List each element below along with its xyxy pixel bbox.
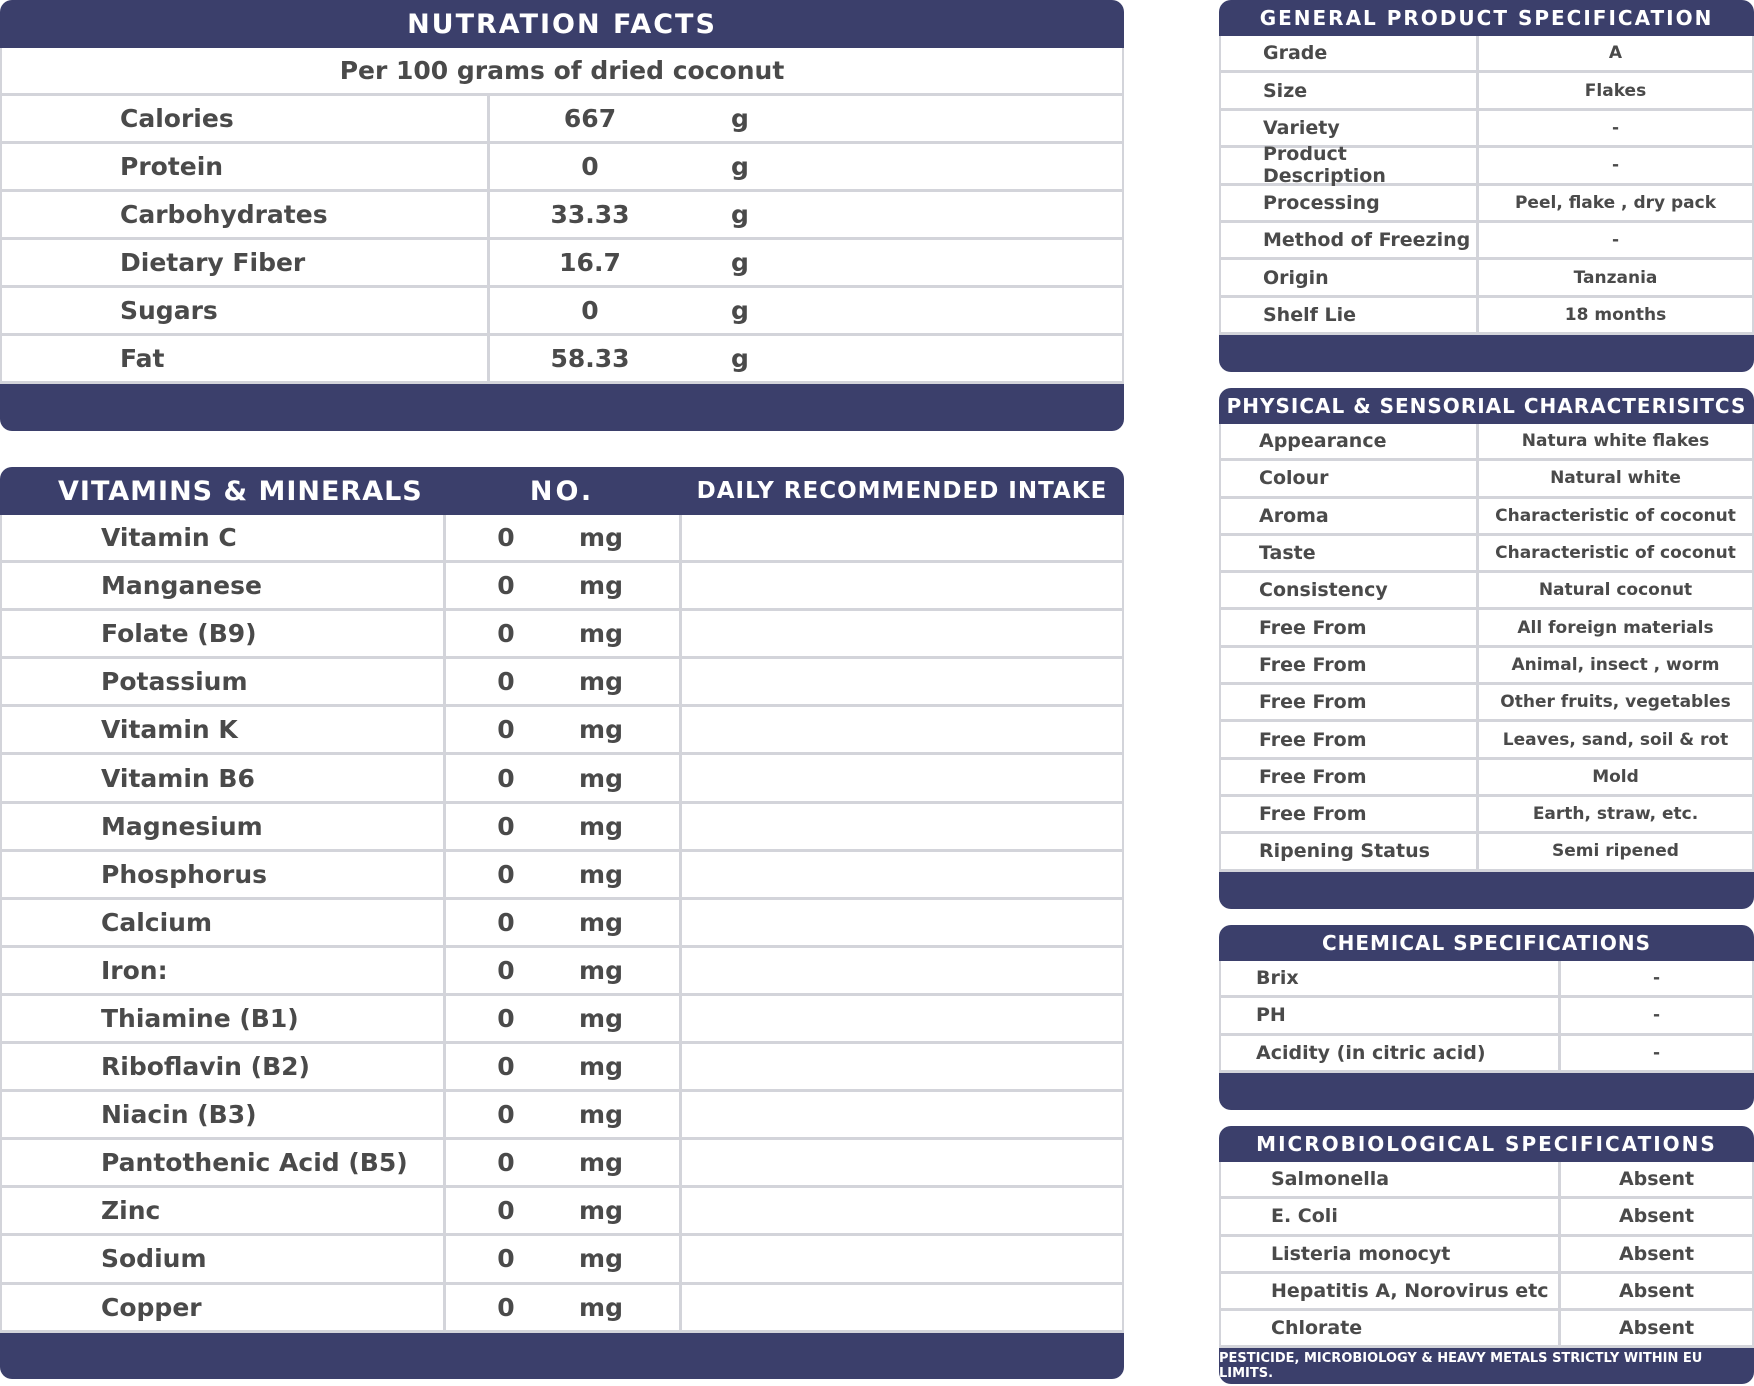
vitamin-name: Sodium <box>2 1236 446 1281</box>
micro-spec-label: Listeria monocyt <box>1221 1237 1561 1271</box>
chemical-spec-value: - <box>1652 1042 1661 1063</box>
nutrition-row <box>2 192 1122 240</box>
vitamin-row <box>2 563 1122 611</box>
micro-spec-value: Absent <box>1618 1168 1695 1191</box>
nutrient-unit: g <box>731 248 749 277</box>
physical-spec-value: Natura white flakes <box>1521 431 1710 452</box>
vitamin-row <box>2 755 1122 803</box>
vitamin-amount <box>446 1285 682 1330</box>
vitamin-value: 0 <box>497 571 515 601</box>
vitamin-amount <box>446 1236 682 1281</box>
general-spec-row <box>1221 223 1752 260</box>
micro-spec-panel <box>1219 1126 1754 1384</box>
physical-spec-row <box>1221 834 1752 871</box>
general-spec-value: Peel, flake , dry pack <box>1514 192 1717 213</box>
nutrition-row <box>2 144 1122 192</box>
vitamin-name: Potassium <box>2 659 446 704</box>
vitamin-amount <box>446 804 682 849</box>
general-spec-label: Variety <box>1221 111 1479 145</box>
physical-spec-label: Appearance <box>1221 424 1479 458</box>
vitamin-unit: mg <box>579 907 623 937</box>
vitamin-value: 0 <box>497 811 515 841</box>
vitamin-intake <box>682 1092 1122 1137</box>
vitamin-amount <box>446 1188 682 1233</box>
chemical-footer-bar <box>1219 1073 1754 1110</box>
physical-spec-value: Characteristic of coconut <box>1495 505 1736 526</box>
physical-spec-row <box>1221 573 1752 610</box>
vitamin-row <box>2 1236 1122 1284</box>
vitamin-name: Vitamin K <box>2 707 446 752</box>
vitamin-amount <box>446 852 682 897</box>
general-spec-row <box>1221 73 1752 110</box>
vitamin-intake <box>682 1044 1122 1089</box>
general-spec-value: A <box>1608 43 1623 64</box>
vitamin-name: Vitamin B6 <box>2 755 446 800</box>
vitamin-intake <box>682 1188 1122 1233</box>
vitamin-amount <box>446 563 682 608</box>
vitamins-minerals-panel <box>0 467 1124 1379</box>
vitamin-unit: mg <box>579 1244 623 1274</box>
vitamin-intake <box>682 755 1122 800</box>
general-spec-row <box>1221 143 1752 188</box>
general-spec-row <box>1221 36 1752 73</box>
nutrient-name: Protein <box>2 144 490 189</box>
vitamin-value: 0 <box>497 955 515 985</box>
vitamin-unit: mg <box>579 1292 623 1322</box>
vitamin-unit: mg <box>579 955 623 985</box>
vitamin-amount <box>446 996 682 1041</box>
vitamin-unit: mg <box>579 667 623 697</box>
micro-spec-row <box>1221 1274 1752 1311</box>
general-spec-value: Tanzania <box>1573 267 1658 288</box>
general-spec-value: - <box>1611 117 1620 138</box>
nutrient-unit: g <box>731 344 749 373</box>
nutrition-row <box>2 240 1122 288</box>
physical-spec-value: Natural coconut <box>1538 580 1693 601</box>
nutrient-unit: g <box>731 152 749 181</box>
nutrient-name: Carbohydrates <box>2 192 490 237</box>
vitamin-intake <box>682 1285 1122 1330</box>
vitamin-intake <box>682 900 1122 945</box>
vitamin-value: 0 <box>497 907 515 937</box>
physical-spec-row <box>1221 610 1752 647</box>
vitamin-amount <box>446 900 682 945</box>
physical-spec-label: Free From <box>1221 797 1479 831</box>
physical-spec-row <box>1221 685 1752 722</box>
vitamin-name: Niacin (B3) <box>2 1092 446 1137</box>
nutrition-facts-panel <box>0 0 1124 431</box>
chemical-spec-row <box>1221 1036 1752 1073</box>
nutrient-name: Fat <box>2 336 490 381</box>
physical-spec-value: All foreign materials <box>1517 617 1714 638</box>
general-spec-label: Grade <box>1221 36 1479 70</box>
vitamin-value: 0 <box>497 1148 515 1178</box>
nutrient-name: Sugars <box>2 288 490 333</box>
vitamin-name: Riboflavin (B2) <box>2 1044 446 1089</box>
vitamins-col-no: NO. <box>529 475 595 507</box>
nutrition-footer-bar <box>0 384 1124 431</box>
general-spec-value: Flakes <box>1584 80 1647 101</box>
physical-spec-label: Consistency <box>1221 573 1479 607</box>
general-spec-label: Shelf Lie <box>1221 298 1479 332</box>
vitamin-amount <box>446 659 682 704</box>
physical-spec-row <box>1221 424 1752 461</box>
vitamin-value: 0 <box>497 1196 515 1226</box>
vitamin-value: 0 <box>497 1052 515 1082</box>
vitamin-row <box>2 1044 1122 1092</box>
vitamin-value: 0 <box>497 715 515 745</box>
vitamin-row <box>2 707 1122 755</box>
general-spec-row <box>1221 186 1752 223</box>
nutrient-unit: g <box>731 104 749 133</box>
vitamin-value: 0 <box>497 1292 515 1322</box>
micro-spec-title: MICROBIOLOGICAL SPECIFICATIONS <box>1219 1126 1754 1162</box>
vitamin-row <box>2 515 1122 563</box>
nutrient-value: 16.7 <box>559 248 621 277</box>
micro-spec-label: E. Coli <box>1221 1199 1561 1233</box>
physical-footer-bar <box>1219 872 1754 909</box>
general-spec-label: Method of Freezing <box>1221 223 1479 257</box>
vitamin-value: 0 <box>497 1244 515 1274</box>
vitamin-unit: mg <box>579 1003 623 1033</box>
micro-spec-value: Absent <box>1618 1242 1695 1265</box>
nutrition-facts-title: NUTRATION FACTS <box>0 0 1124 48</box>
physical-spec-label: Free From <box>1221 685 1479 719</box>
physical-spec-value: Natural white <box>1550 468 1681 489</box>
micro-spec-row <box>1221 1199 1752 1236</box>
physical-spec-value: Other fruits, vegetables <box>1500 692 1731 713</box>
general-spec-label: Size <box>1221 73 1479 107</box>
chemical-spec-row <box>1221 998 1752 1035</box>
vitamin-intake <box>682 804 1122 849</box>
nutrient-value: 58.33 <box>550 344 630 373</box>
vitamin-value: 0 <box>497 859 515 889</box>
general-spec-value: - <box>1611 155 1620 176</box>
vitamin-name: Thiamine (B1) <box>2 996 446 1041</box>
nutrient-value: 0 <box>581 152 599 181</box>
vitamin-name: Iron: <box>2 948 446 993</box>
physical-spec-row <box>1221 797 1752 834</box>
nutrient-unit: g <box>731 200 749 229</box>
vitamins-col-intake: DAILY RECOMMENDED INTAKE <box>696 478 1108 504</box>
physical-spec-value: Semi ripened <box>1552 841 1679 862</box>
physical-spec-label: Taste <box>1221 536 1479 570</box>
vitamin-intake <box>682 563 1122 608</box>
vitamin-intake <box>682 611 1122 656</box>
vitamin-name: Folate (B9) <box>2 611 446 656</box>
vitamin-unit: mg <box>579 1196 623 1226</box>
physical-spec-row <box>1221 648 1752 685</box>
chemical-spec-panel <box>1219 925 1754 1110</box>
vitamin-name: Manganese <box>2 563 446 608</box>
physical-spec-value: Characteristic of coconut <box>1495 543 1736 564</box>
vitamin-intake <box>682 659 1122 704</box>
general-spec-label: Product Description <box>1221 148 1479 182</box>
vitamin-row <box>2 852 1122 900</box>
chemical-spec-label: Brix <box>1221 961 1561 995</box>
general-spec-label: Processing <box>1221 186 1479 220</box>
physical-spec-label: Free From <box>1221 648 1479 682</box>
micro-spec-value: Absent <box>1618 1280 1695 1303</box>
physical-spec-label: Ripening Status <box>1221 834 1479 868</box>
micro-spec-label: Salmonella <box>1221 1162 1561 1196</box>
vitamin-value: 0 <box>497 763 515 793</box>
vitamin-amount <box>446 755 682 800</box>
chemical-spec-label: PH <box>1221 998 1561 1032</box>
vitamin-unit: mg <box>579 1100 623 1130</box>
micro-footer-note: PESTICIDE, MICROBIOLOGY & HEAVY METALS STRICTLY WITHIN EU LIMITS. <box>1219 1351 1703 1382</box>
nutrient-value: 667 <box>563 104 617 133</box>
vitamin-value: 0 <box>497 619 515 649</box>
vitamin-row <box>2 1188 1122 1236</box>
nutrient-value: 0 <box>581 296 599 325</box>
vitamins-header <box>0 467 1124 515</box>
physical-spec-panel <box>1219 388 1754 909</box>
physical-spec-label: Free From <box>1221 610 1479 644</box>
vitamin-value: 0 <box>497 1003 515 1033</box>
micro-spec-row <box>1221 1162 1752 1199</box>
vitamin-unit: mg <box>579 715 623 745</box>
nutrient-name: Calories <box>2 96 490 141</box>
nutrient-value: 33.33 <box>550 200 630 229</box>
general-spec-value: 18 months <box>1564 304 1667 325</box>
vitamin-name: Copper <box>2 1285 446 1330</box>
chemical-spec-value: - <box>1652 968 1661 989</box>
micro-spec-label: Hepatitis A, Norovirus etc <box>1221 1274 1561 1308</box>
nutrition-subtitle: Per 100 grams of dried coconut <box>339 56 785 85</box>
chemical-spec-title: CHEMICAL SPECIFICATIONS <box>1219 925 1754 961</box>
vitamin-intake <box>682 707 1122 752</box>
general-spec-value: - <box>1611 230 1620 251</box>
vitamin-intake <box>682 1236 1122 1281</box>
physical-spec-row <box>1221 536 1752 573</box>
vitamin-row <box>2 1285 1122 1333</box>
physical-spec-label: Aroma <box>1221 499 1479 533</box>
micro-spec-label: Chlorate <box>1221 1311 1561 1345</box>
vitamin-name: Pantothenic Acid (B5) <box>2 1140 446 1185</box>
vitamin-amount <box>446 1092 682 1137</box>
vitamins-footer-bar <box>0 1333 1124 1379</box>
chemical-spec-label: Acidity (in citric acid) <box>1221 1036 1561 1070</box>
vitamin-unit: mg <box>579 811 623 841</box>
micro-spec-value: Absent <box>1618 1317 1695 1340</box>
vitamin-unit: mg <box>579 859 623 889</box>
physical-spec-label: Colour <box>1221 461 1479 495</box>
physical-spec-row <box>1221 461 1752 498</box>
vitamin-row <box>2 611 1122 659</box>
micro-spec-row <box>1221 1237 1752 1274</box>
vitamin-value: 0 <box>497 1100 515 1130</box>
general-spec-row <box>1221 298 1752 335</box>
chemical-spec-row <box>1221 961 1752 998</box>
vitamins-col-name: VITAMINS & MINERALS <box>58 475 423 507</box>
vitamin-unit: mg <box>579 763 623 793</box>
physical-spec-label: Free From <box>1221 760 1479 794</box>
vitamin-row <box>2 1140 1122 1188</box>
physical-spec-value: Leaves, sand, soil & rot <box>1502 729 1729 750</box>
vitamin-intake <box>682 852 1122 897</box>
vitamin-row <box>2 996 1122 1044</box>
nutrient-unit: g <box>731 296 749 325</box>
vitamin-value: 0 <box>497 667 515 697</box>
nutrient-name: Dietary Fiber <box>2 240 490 285</box>
physical-spec-value: Mold <box>1592 766 1639 787</box>
general-spec-panel <box>1219 0 1754 372</box>
vitamin-amount <box>446 611 682 656</box>
vitamin-amount <box>446 948 682 993</box>
vitamin-intake <box>682 1140 1122 1185</box>
nutrition-row <box>2 288 1122 336</box>
vitamin-row <box>2 804 1122 852</box>
vitamin-intake <box>682 948 1122 993</box>
vitamin-unit: mg <box>579 1148 623 1178</box>
nutrition-row <box>2 96 1122 144</box>
vitamin-name: Vitamin C <box>2 515 446 560</box>
vitamin-amount <box>446 707 682 752</box>
general-footer-bar <box>1219 335 1754 372</box>
vitamin-unit: mg <box>579 619 623 649</box>
vitamin-value: 0 <box>497 523 515 553</box>
general-spec-row <box>1221 260 1752 297</box>
vitamin-name: Calcium <box>2 900 446 945</box>
vitamin-row <box>2 948 1122 996</box>
vitamin-row <box>2 659 1122 707</box>
vitamin-amount <box>446 1044 682 1089</box>
vitamin-name: Zinc <box>2 1188 446 1233</box>
vitamin-row <box>2 900 1122 948</box>
vitamin-unit: mg <box>579 1052 623 1082</box>
physical-spec-row <box>1221 760 1752 797</box>
micro-spec-row <box>1221 1311 1752 1348</box>
physical-spec-row <box>1221 499 1752 536</box>
general-spec-label: Origin <box>1221 260 1479 294</box>
vitamin-intake <box>682 996 1122 1041</box>
vitamin-unit: mg <box>579 523 623 553</box>
chemical-spec-value: - <box>1652 1005 1661 1026</box>
general-spec-title: GENERAL PRODUCT SPECIFICATION <box>1219 0 1754 36</box>
vitamin-name: Phosphorus <box>2 852 446 897</box>
vitamin-unit: mg <box>579 571 623 601</box>
vitamin-amount <box>446 1140 682 1185</box>
nutrition-row <box>2 336 1122 384</box>
vitamin-row <box>2 1092 1122 1140</box>
physical-spec-value: Earth, straw, etc. <box>1532 804 1699 825</box>
physical-spec-label: Free From <box>1221 722 1479 756</box>
micro-spec-value: Absent <box>1618 1205 1695 1228</box>
vitamin-amount <box>446 515 682 560</box>
micro-footer-bar <box>1219 1348 1754 1384</box>
physical-spec-title: PHYSICAL & SENSORIAL CHARACTERISITCS <box>1219 388 1754 424</box>
physical-spec-row <box>1221 722 1752 759</box>
physical-spec-value: Animal, insect , worm <box>1511 654 1720 675</box>
vitamin-intake <box>682 515 1122 560</box>
vitamin-name: Magnesium <box>2 804 446 849</box>
